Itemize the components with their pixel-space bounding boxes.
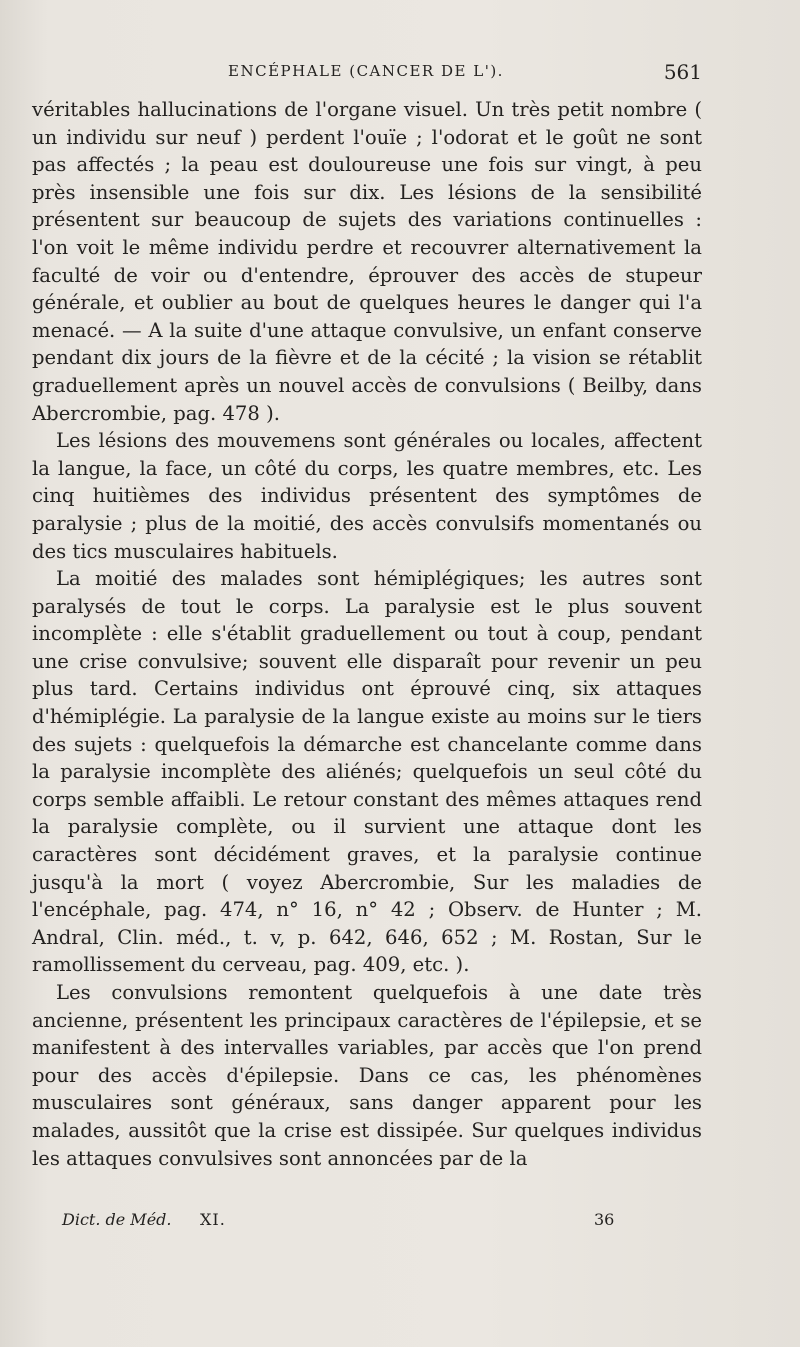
page-footer: [0, 1210, 800, 1240]
paragraph-paralysis: La moitié des malades sont hémiplégiques; les autres sont paralysés de tout le corps. La paralysie est le plus souvent incomplète : elle s'établit graduellement ou tout à coup, pendant une crise convulsive; souvent elle disparaît pour revenir un peu plus tard. Certains individus ont éprouvé cinq, six attaques d'hémiplégie. La paralysie de la langue existe au moins sur le tiers des sujets : quelquefois la démarche est chancelante comme dans la paralysie incomplète des aliénés; quelquefois un seul côté du corps semble affaibli. Le retour constant des mêmes attaques rend la paralysie complète, ou il survient une attaque dont les caractères sont décidément graves, et la paralysie continue jusqu'à la mort ( voyez Abercrombie, Sur les maladies de l'encéphale, pag. 474, n° 16, n° 42 ; Observ. de Hunter ; M. Andral, Clin. méd., t. v, p. 642, 646, 652 ; M. Rostan, Sur le ramollissement du cerveau, pag. 409, etc. ).: [32, 567, 702, 977]
body-text: [32, 96, 702, 1172]
paragraph-continuation: véritables hallucinations de l'organe visuel. Un très petit nombre ( un individu sur neuf ) perdent l'ouïe ; l'odorat et le goût ne sont pas affectés ; la peau est douloureuse une fois sur vingt, à peu près insensible une fois sur dix. Les lésions de la sensibilité présentent sur beaucoup de sujets des variations continuelles : l'on voit le même individu perdre et recouvrer alternativement la faculté de voir ou d'entendre, éprouver des accès de stupeur générale, et oublier au bout de quelques heures le danger qui l'a menacé. — A la suite d'une attaque convulsive, un enfant conserve pendant dix jours de la fièvre et de la cécité ; la vision se rétablit graduellement après un nouvel accès de convulsions ( Beilby, dans Abercrombie, pag. 478 ).: [32, 98, 702, 425]
footer-volume: XI.: [200, 1210, 226, 1229]
footer-source: Dict. de Méd.: [62, 1210, 172, 1229]
running-title: ENCÉPHALE (CANCER DE L').: [228, 62, 504, 80]
page-number: 561: [663, 60, 702, 84]
footer-signature: 36: [594, 1210, 615, 1229]
paragraph-convulsions: Les convulsions remontent quelquefois à une date très ancienne, présentent les principaux caractères de l'épilepsie, et se manifestent à des intervalles variables, par accès que l'on prend pour des accès d'épilepsie. Dans ce cas, les phénomènes musculaires sont généraux, sans danger apparent pour les malades, aussitôt que la crise est dissipée. Sur quelques individus les attaques convulsives sont annoncées par de la: [32, 981, 702, 1170]
paragraph-movement-lesions: Les lésions des mouvemens sont générales ou locales, affectent la langue, la face, un côté du corps, les quatre membres, etc. Les cinq huitièmes des individus présentent des symptômes de paralysie ; plus de la moitié, des accès convulsifs momentanés ou des tics musculaires habituels.: [32, 429, 702, 563]
running-head: [30, 56, 702, 96]
